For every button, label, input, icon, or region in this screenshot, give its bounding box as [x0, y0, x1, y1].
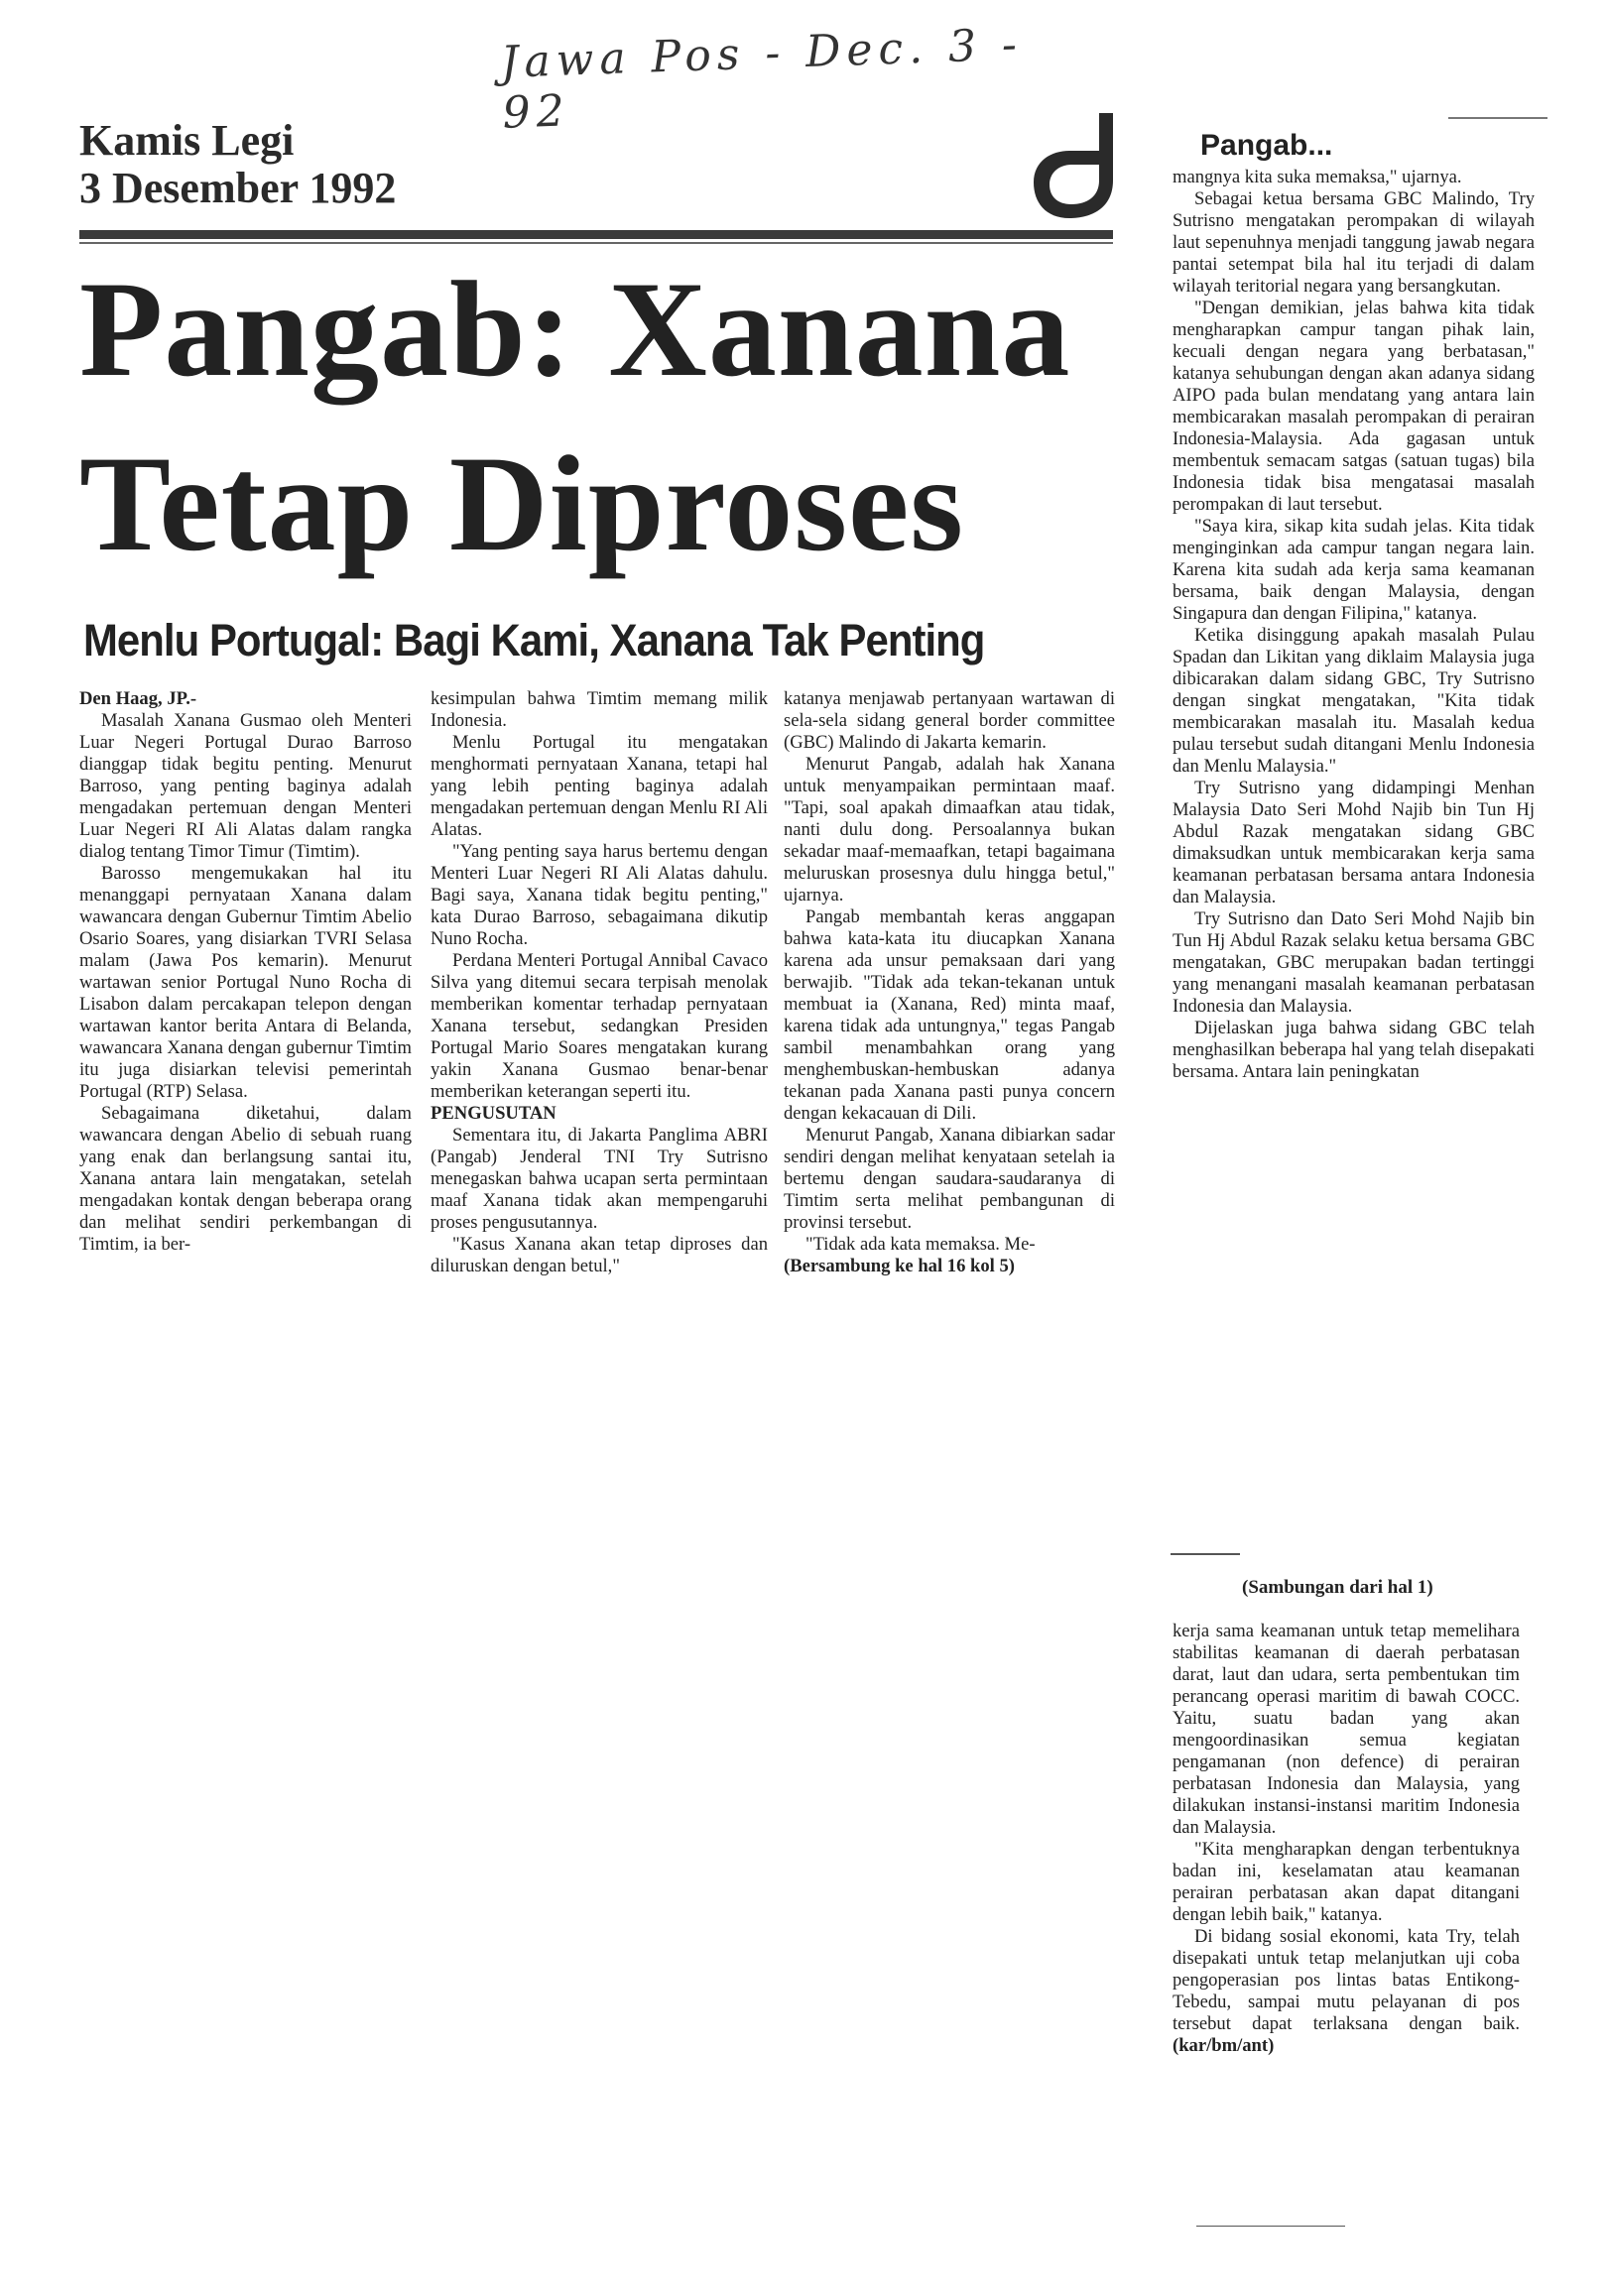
paragraph: kesimpulan bahwa Timtim memang milik Indonesia.	[431, 688, 768, 731]
paragraph: Sebagaimana diketahui, dalam wawancara dengan Abelio di sebuah ruang yang enak dan berlangsung santai itu, Xanana antara lain mengatakan, setelah mengadakan kontak dengan beberapa orang dan melihat sendiri perkembangan di Timtim, ia ber-	[79, 1103, 412, 1255]
paragraph: "Kita mengharapkan dengan terbentuknya badan ini, keselamatan atau keamanan perairan perbatasan akan dapat ditangani dengan lebih baik," katanya.	[1173, 1839, 1520, 1925]
continued-from-label: (Sambungan dari hal 1)	[1242, 1577, 1433, 1598]
issue-date	[79, 117, 396, 212]
paragraph: "Kasus Xanana akan tetap diproses dan diluruskan dengan betul,"	[431, 1234, 768, 1276]
dateline-source: Den Haag, JP.-	[79, 688, 197, 709]
paragraph: kerja sama keamanan untuk tetap memelihara stabilitas keamanan di daerah perbatasan darat, laut dan udara, serta pembentukan tim perancang operasi maritim di bawah COCC. Yaitu, suatu badan yang akan mengoordinasikan semua kegiatan pengamanan (non defence) di perairan perbatasan Indonesia dan Malaysia, yang dilakukan instansi-instansi maritim Indonesia dan Malaysia.	[1173, 1621, 1520, 1838]
paragraph: Menurut Pangab, Xanana dibiarkan sadar sendiri dengan melihat kenyataan setelah ia bertemu dengan saudara-saudaranya di Timtim serta melihat pembangunan di provinsi tersebut.	[784, 1125, 1115, 1233]
paragraph: Sebagai ketua bersama GBC Malindo, Try Sutrisno mengatakan perompakan di wilayah laut sepenuhnya menjadi tanggung jawab negara pantai setempat bila hal itu terjadi di dalam wilayah teritorial negara yang bersangkutan.	[1173, 188, 1535, 297]
end-rule	[1196, 2226, 1345, 2227]
section-subhead: PENGUSUTAN	[431, 1103, 557, 1124]
newspaper-logo	[1030, 111, 1119, 220]
masthead-rule	[79, 230, 1113, 239]
issue-day: Kamis Legi	[79, 116, 295, 165]
subheadline: Menlu Portugal: Bagi Kami, Xanana Tak Penting	[83, 615, 985, 665]
headline-line-2: Tetap Diproses	[79, 427, 964, 579]
continuation-column	[1173, 167, 1535, 1083]
paragraph: "Yang penting saya harus bertemu dengan Menteri Luar Negeri RI Ali Alatas dahulu. Bagi saya, Xanana tidak begitu penting," kata Durao Barroso, sebagaimana dikutip Nuno Rocha.	[431, 841, 768, 949]
paragraph: katanya menjawab pertanyaan wartawan di sela-sela sidang general border committee (GBC) Malindo di Jakarta kemarin.	[784, 688, 1115, 753]
continued-on-note: (Bersambung ke hal 16 kol 5)	[784, 1256, 1015, 1276]
paragraph: Sementara itu, di Jakarta Panglima ABRI (Pangab) Jenderal TNI Try Sutrisno menegaskan bahwa ucapan serta permintaan maaf Xanana tidak akan mempengaruhi proses pengusutannya.	[431, 1125, 768, 1233]
paragraph: "Saya kira, sikap kita sudah jelas. Kita tidak menginginkan ada campur tangan negara lain. Karena kita sudah ada kerja sama keamanan bersama, baik dengan Malaysia, dengan Singapura dan dengan Filipina," katanya.	[1173, 516, 1535, 624]
article-column-3	[784, 688, 1115, 1277]
continuation-title: Pangab...	[1200, 129, 1333, 162]
paragraph	[1173, 1926, 1520, 2057]
article-column-1	[79, 688, 412, 1256]
paragraph: "Tidak ada kata memaksa. Me-	[805, 1234, 1036, 1255]
article-column-2	[431, 688, 768, 1277]
paragraph: Try Sutrisno dan Dato Seri Mohd Najib bin Tun Hj Abdul Razak selaku ketua bersama GBC mengatakan, GBC merupakan badan tertinggi yang menangani masalah keamanan perbatasan Indonesia dan Malaysia.	[1173, 908, 1535, 1017]
paragraph-text: Di bidang sosial ekonomi, kata Try, telah disepakati untuk tetap melanjutkan uji coba pengoperasian pos lintas batas Entikong-Tebedu, sampai mutu pelayanan di pos tersebut dapat terlaksana dengan baik.	[1173, 1926, 1520, 2034]
continuation-divider	[1171, 1553, 1240, 1555]
paragraph: Menlu Portugal itu mengatakan menghormati pernyataan Xanana, tetapi hal yang lebih penting baginya adalah mengadakan pertemuan dengan Menlu RI Ali Alatas.	[431, 732, 768, 840]
continuation-column-2	[1173, 1621, 1520, 2057]
paragraph: "Dengan demikian, jelas bahwa kita tidak mengharapkan campur tangan pihak lain, kecuali dengan negara yang berbatasan," katanya sehubungan dengan akan adanya sidang AIPO pada bulan mendatang yang antara lain membicarakan masalah perompakan di perairan Indonesia-Malaysia. Ada gagasan untuk membentuk semacam satgas (satuan tugas) bila Indonesia tidak bisa mengatasai masalah perompakan di laut tersebut.	[1173, 298, 1535, 515]
paragraph: Barosso mengemukakan hal itu menanggapi pernyataan Xanana dalam wawancara dengan Gubernur Timtim Abelio Osario Soares, yang disiarkan TVRI Selasa malam (Jawa Pos kemarin). Menurut wartawan senior Portugal Nuno Rocha di Lisabon dalam percakapan telepon dengan wartawan kantor berita Antara di Belanda, wawancara Xanana dengan gubernur Timtim itu juga disiarkan televisi pemerintah Portugal (RTP) Selasa.	[79, 863, 412, 1102]
paragraph: Masalah Xanana Gusmao oleh Menteri Luar Negeri Portugal Durao Barroso dianggap tidak begitu penting. Menurut Barroso, yang penting baginya adalah mengadakan pertemuan dengan Menteri Luar Negeri RI Ali Alatas dalam rangka dialog tentang Timor Timur (Timtim).	[79, 710, 412, 862]
author-sign-off: (kar/bm/ant)	[1173, 2035, 1275, 2056]
paragraph: Dijelaskan juga bahwa sidang GBC telah menghasilkan beberapa hal yang telah disepakati bersama. Antara lain peningkatan	[1173, 1018, 1535, 1082]
handwritten-source-note: Jawa Pos - Dec. 3 - 92	[499, 19, 1024, 139]
paragraph: Try Sutrisno yang didampingi Menhan Malaysia Dato Seri Mohd Najib bin Tun Hj Abdul Razak mengatakan sidang GBC dimaksudkan untuk membicarakan kerja sama keamanan perbatasan bersama antara Indonesia dan Malaysia.	[1173, 778, 1535, 907]
headline-line-1: Pangab: Xanana	[79, 253, 1071, 405]
paragraph: Ketika disinggung apakah masalah Pulau Spadan dan Likitan yang diklaim Malaysia juga dibicarakan dalam sidang GBC, Try Sutrisno dengan singkat mengatakan, "Kita tidak membicarakan masalah itu. Masalah kedua pulau tersebut sudah ditangani Menlu Indonesia dan Menlu Malaysia."	[1173, 625, 1535, 777]
column-top-rule	[1448, 117, 1547, 119]
paragraph: Perdana Menteri Portugal Annibal Cavaco Silva yang ditemui secara terpisah menolak memberikan komentar terhadap pernyataan Xanana tersebut, sedangkan Presiden Portugal Mario Soares mengatakan kurang yakin Xanana Gusmao benar-benar memberikan keterangan seperti itu.	[431, 950, 768, 1102]
paragraph: Pangab membantah keras anggapan bahwa kata-kata itu diucapkan Xanana karena ada unsur pemaksaan dari yang berwajib. "Tidak ada tekan-tekanan untuk membuat ia (Xanana, Red) minta maaf, karena tidak ada untungnya," tegas Pangab sambil menambahkan orang yang menghembuskan-hembuskan adanya tekanan pada Xanana pasti punya concern dengan kekacauan di Dili.	[784, 906, 1115, 1124]
paragraph: Menurut Pangab, adalah hak Xanana untuk menyampaikan permintaan maaf. "Tapi, soal apakah dimaafkan atau tidak, nanti dulu dong. Persoalannya bukan sekadar maaf-memaafkan, tetapi bagaimana meluruskan prosesnya dulu hingga betul," ujarnya.	[784, 754, 1115, 906]
masthead-rule-thin	[79, 242, 1113, 244]
issue-full-date: 3 Desember 1992	[79, 164, 397, 212]
paragraph: mangnya kita suka memaksa," ujarnya.	[1173, 167, 1462, 187]
